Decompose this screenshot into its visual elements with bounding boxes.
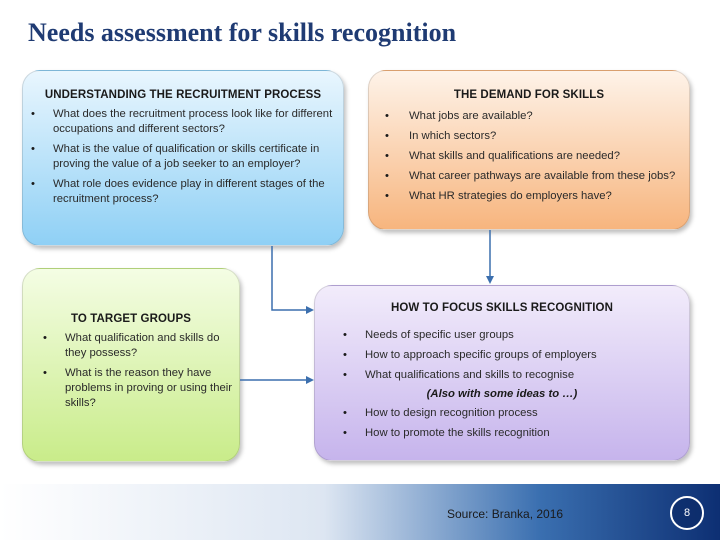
focus-skills-recognition-heading: HOW TO FOCUS SKILLS RECOGNITION	[390, 302, 614, 314]
list-item: • What qualification and skills do they possess?	[23, 331, 239, 361]
list-item: • How to approach specific groups of employers	[315, 348, 689, 363]
list-item: • Needs of specific user groups	[315, 328, 689, 343]
list-item: • What is the value of qualification or skills certificate in proving the value of a job seeker to an employer?	[23, 142, 343, 172]
list-item: • What role does evidence play in different stages of the recruitment process?	[23, 177, 343, 207]
target-groups-heading: TO TARGET GROUPS	[70, 313, 191, 325]
source-citation: Source: Branka, 2016	[447, 507, 564, 521]
arrow-recruitment-to-focus	[272, 246, 312, 310]
list-item: • What is the reason they have problems in proving or using their skills?	[23, 366, 239, 411]
list-item: • In which sectors?	[369, 129, 689, 144]
list-item: • What does the recruitment process look like for different occupations and different sectors?	[23, 107, 343, 137]
list-item: • How to promote the skills recognition	[315, 426, 689, 441]
list-item: • What jobs are available?	[369, 109, 689, 124]
list-item: • How to design recognition process	[315, 406, 689, 421]
recruitment-process-heading: UNDERSTANDING THE RECRUITMENT PROCESS	[44, 89, 322, 101]
list-item: • What qualifications and skills to recognise	[315, 368, 689, 383]
page-number-badge: 8	[670, 496, 704, 530]
footer-band	[0, 484, 720, 540]
list-item: • What HR strategies do employers have?	[369, 189, 689, 204]
ideas-note: (Also with some ideas to …)	[426, 388, 578, 400]
list-item: • What career pathways are available from these jobs?	[369, 169, 689, 184]
slide-title: Needs assessment for skills recognition	[28, 18, 457, 47]
list-item: • What skills and qualifications are needed?	[369, 149, 689, 164]
demand-for-skills-heading: THE DEMAND FOR SKILLS	[453, 89, 605, 101]
